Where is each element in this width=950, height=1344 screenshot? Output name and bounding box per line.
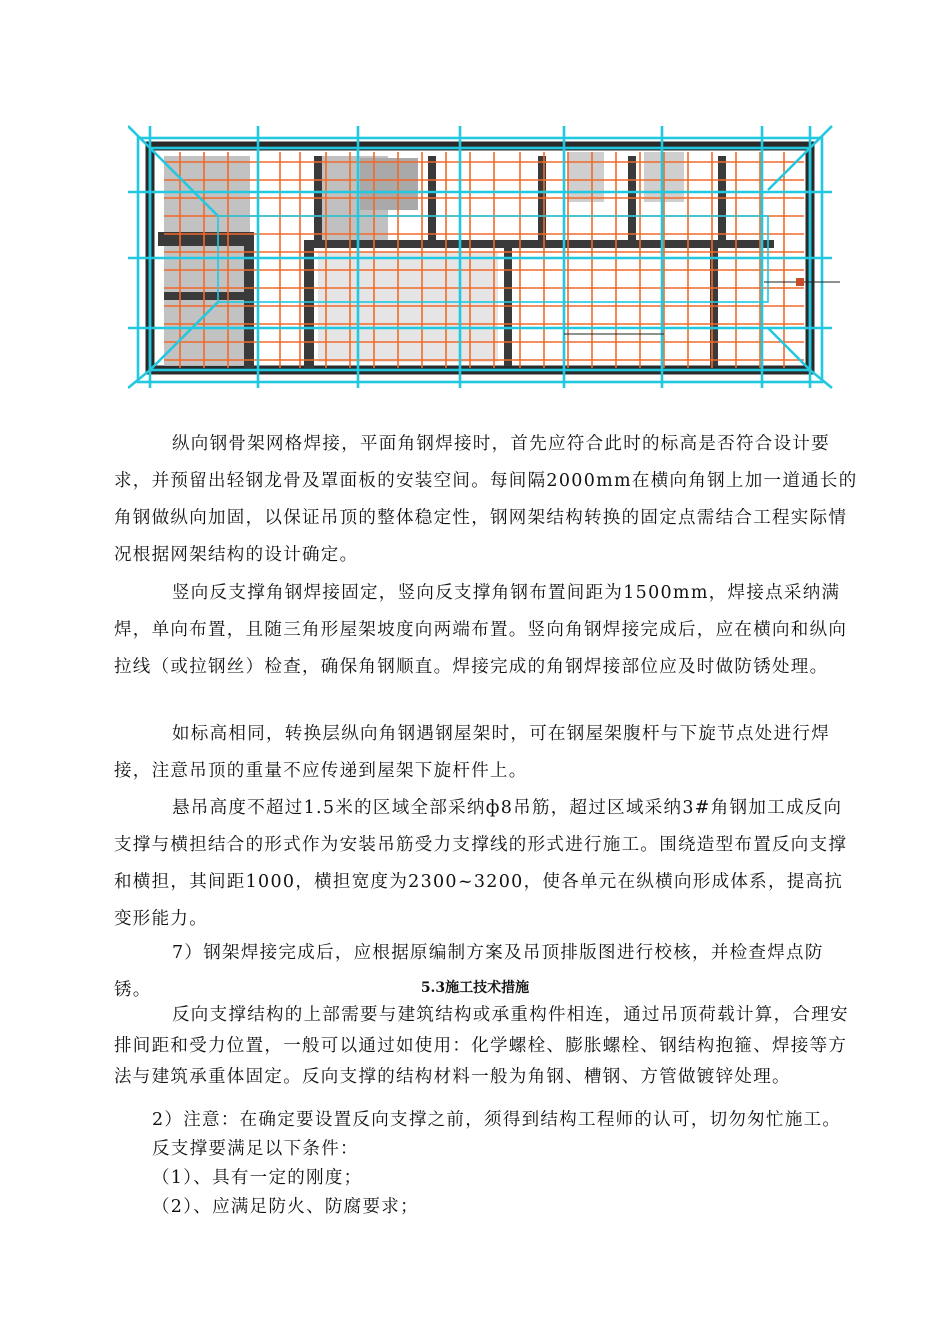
ceiling-grid-drawing <box>128 122 840 390</box>
paragraph-note: 2）注意：在确定要设置反向支撑之前，须得到结构工程师的认可，切勿匆忙施工。 <box>152 1110 842 1130</box>
paragraph-vertical-support: 竖向反支撑角钢焊接固定，竖向反支撑角钢布置间距为1500mm，焊接点采纳满焊，单向布置，且随三角形屋架坡度向两端布置。竖向角钢焊接完成后，应在横向和纵向拉线（或拉钢丝）检查，确保角钢顺直。焊接完成的角钢焊接部位应及时做防锈处理。 <box>114 583 848 677</box>
paragraph-conditions: 反支撑要满足以下条件： <box>152 1139 359 1159</box>
section-heading: 5.3施工技术措施 <box>420 980 530 996</box>
paragraph-reverse-support: 反向支撑结构的上部需要与建筑结构或承重构件相连，通过吊顶荷载计算，合理安排间距和受力位置，一般可以通过如使用：化学螺栓、膨胀螺栓、钢结构抱箍、焊接等方法与建筑承重体固定。反向支撑的结构材料一般为角钢、槽钢、方管做镀锌处理。 <box>114 1005 849 1087</box>
paragraph-step-7: 7）钢架焊接完成后，应根据原编制方案及吊顶排版图进行校核，并检查焊点防锈。 <box>114 943 824 1000</box>
list-item-rigidity: （1）、具有一定的刚度； <box>152 1168 363 1188</box>
paragraph-grid-welding: 纵向钢骨架网格焊接，平面角钢焊接时，首先应符合此时的标高是否符合设计要求，并预留出轻钢龙骨及罩面板的安装空间。每间隔2000mm在横向角钢上加一道通长的角钢做纵向加固，以保证吊顶的整体稳定性，钢网架结构转换的固定点需结合工程实际情况根据网架结构的设计确定。 <box>114 434 858 565</box>
paragraph-same-elevation: 如标高相同，转换层纵向角钢遇钢屋架时，可在钢屋架腹杆与下旋节点处进行焊接，注意吊顶的重量不应传递到屋架下旋杆件上。 <box>114 724 830 781</box>
paragraph-hanging-height: 悬吊高度不超过1.5米的区域全部采纳ф8吊筋，超过区域采纳3#角钢加工成反向支撑与横担结合的形式作为安装吊筋受力支撑线的形式进行施工。围绕造型布置反向支撑和横担，其间距1000，横担宽度为2300~3200，使各单元在纵横向形成体系，提高抗变形能力。 <box>114 798 848 929</box>
list-item-fireproof: （2）、应满足防火、防腐要求； <box>152 1197 419 1217</box>
